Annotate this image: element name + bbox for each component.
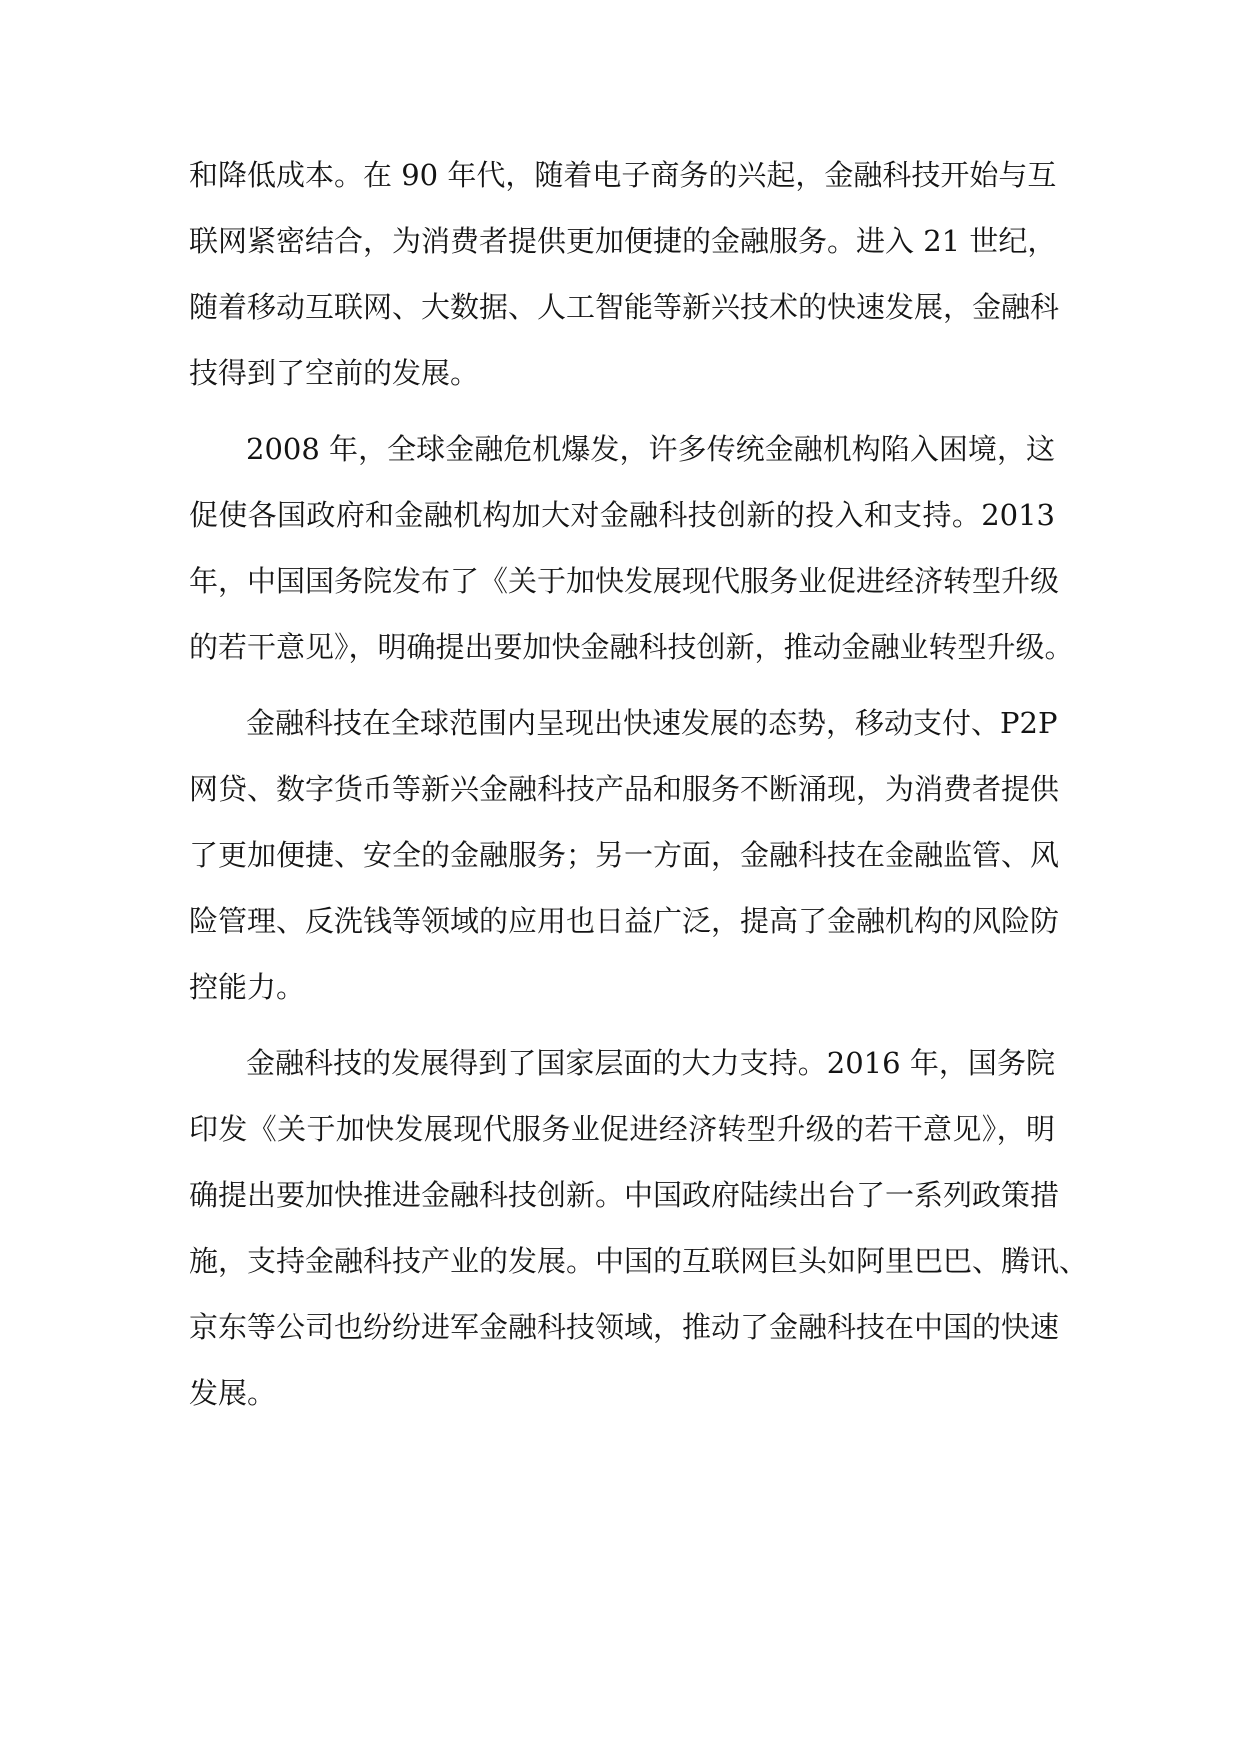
text-line: 金融科技的发展得到了国家层面的大力支持。2016 年，国务院	[246, 1046, 1055, 1080]
text-line: 年，中国国务院发布了《关于加快发展现代服务业促进经济转型升级	[189, 564, 1060, 598]
paragraph-4	[189, 1030, 1089, 1426]
text-line: 联网紧密结合，为消费者提供更加便捷的金融服务。进入 21 世纪，	[189, 224, 1057, 258]
paragraph-1	[189, 142, 1060, 406]
text-line: 技得到了空前的发展。	[189, 356, 480, 390]
paragraph-2	[189, 416, 1074, 680]
text-line: 印发《关于加快发展现代服务业促进经济转型升级的若干意见》，明	[189, 1112, 1055, 1146]
text-line: 险管理、反洗钱等领域的应用也日益广泛，提高了金融机构的风险防	[189, 904, 1060, 938]
text-line: 确提出要加快推进金融科技创新。中国政府陆续出台了一系列政策措	[189, 1178, 1060, 1212]
paragraph-3	[189, 690, 1060, 1020]
text-line: 控能力。	[189, 970, 306, 1004]
text-line: 网贷、数字货币等新兴金融科技产品和服务不断涌现，为消费者提供	[189, 772, 1060, 806]
text-line: 金融科技在全球范围内呈现出快速发展的态势，移动支付、P2P	[246, 706, 1058, 740]
text-line: 发展。	[189, 1376, 277, 1410]
text-line: 随着移动互联网、大数据、人工智能等新兴技术的快速发展，金融科	[189, 290, 1060, 324]
text-line: 促使各国政府和金融机构加大对金融科技创新的投入和支持。2013	[189, 498, 1055, 532]
text-line: 了更加便捷、安全的金融服务；另一方面，金融科技在金融监管、风	[189, 838, 1060, 872]
text-line: 的若干意见》，明确提出要加快金融科技创新，推动金融业转型升级。	[189, 630, 1074, 664]
document-body	[189, 142, 1089, 1426]
text-line: 2008 年，全球金融危机爆发，许多传统金融机构陷入困境，这	[246, 432, 1055, 466]
text-line: 和降低成本。在 90 年代，随着电子商务的兴起，金融科技开始与互	[189, 158, 1057, 192]
text-line: 施，支持金融科技产业的发展。中国的互联网巨头如阿里巴巴、腾讯、	[189, 1244, 1089, 1278]
text-line: 京东等公司也纷纷进军金融科技领域，推动了金融科技在中国的快速	[189, 1310, 1060, 1344]
